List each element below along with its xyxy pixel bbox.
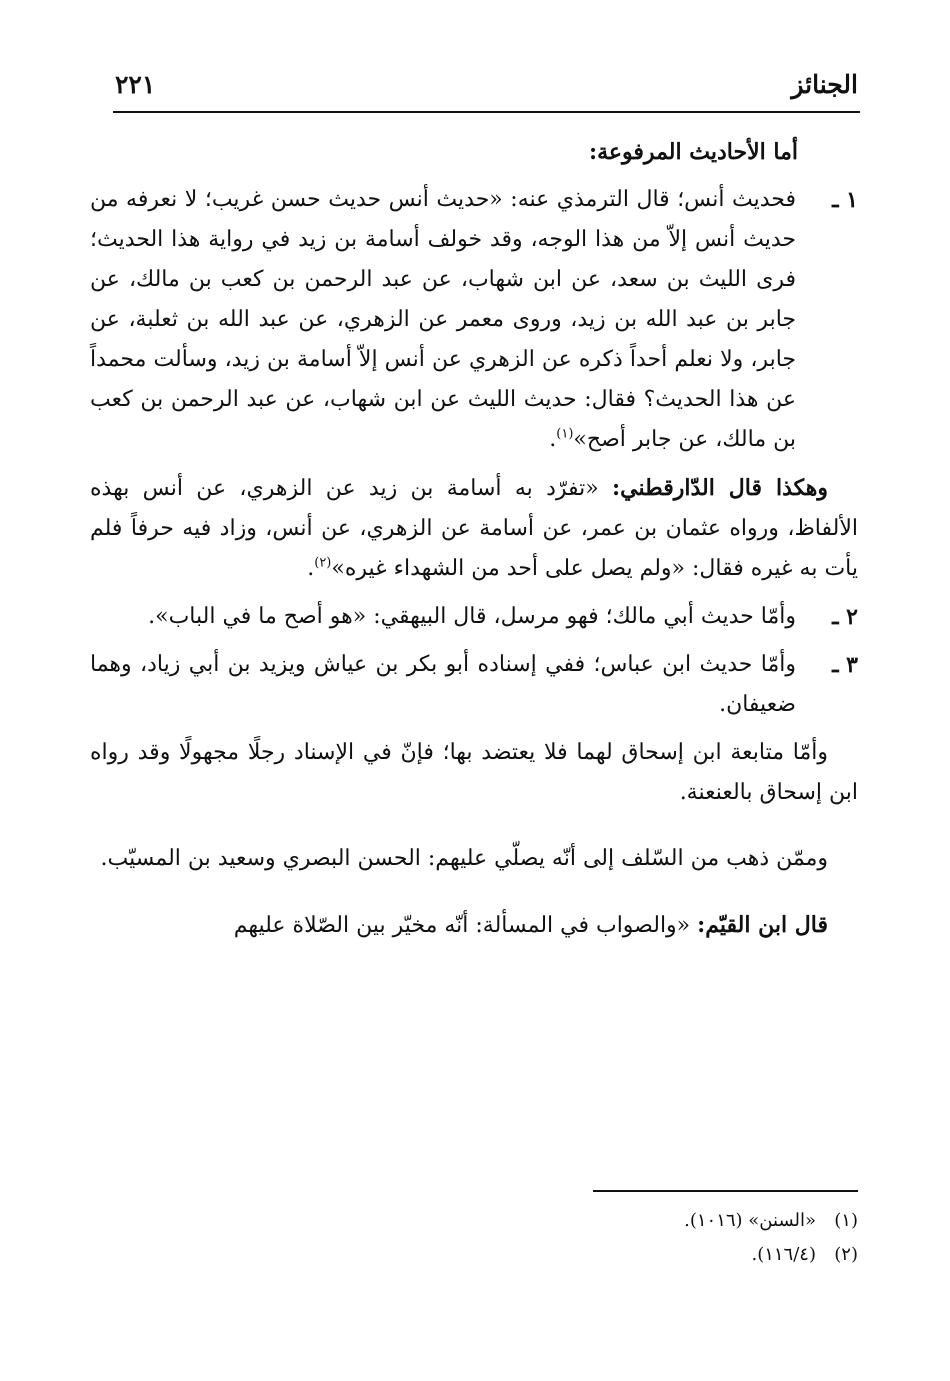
paragraph-ibn-qayyim bbox=[90, 905, 858, 946]
item-text: وأمّا حديث أبي مالك؛ فهو مرسل، قال البيهقي: «هو أصح ما في الباب». bbox=[148, 604, 796, 629]
item-number: ٢ ـ bbox=[832, 604, 858, 630]
paragraph-salaf: وممّن ذهب من السّلف إلى أنّه يصلّي عليهم: الحسن البصري وسعيد بن المسيّب. bbox=[100, 846, 828, 871]
spacer bbox=[90, 887, 858, 905]
numbered-item-2 bbox=[90, 597, 858, 637]
footnote-number: (٢) bbox=[834, 1244, 858, 1265]
item-number: ٣ ـ bbox=[832, 652, 858, 678]
item-1-end: . bbox=[549, 427, 557, 452]
page-number: ٢٢١ bbox=[115, 70, 156, 99]
spacer bbox=[90, 821, 858, 839]
footnote bbox=[684, 1204, 858, 1238]
paragraph-text: «والصواب في المسألة: أنّه مخيّر بين الصّلاة عليهم bbox=[233, 913, 698, 938]
footnote-number: (١) bbox=[834, 1210, 858, 1231]
header-divider bbox=[113, 111, 860, 113]
item-text bbox=[90, 180, 796, 460]
main-text bbox=[90, 132, 858, 954]
paragraph-lead: وهكذا قال الدّارقطني: bbox=[612, 475, 828, 501]
section-heading: أما الأحاديث المرفوعة: bbox=[589, 139, 798, 165]
footnote-divider bbox=[593, 1190, 858, 1192]
item-number: ١ ـ bbox=[832, 187, 858, 213]
footnote-text: (١١٦/٤). bbox=[751, 1244, 816, 1265]
item-text: وأمّا حديث ابن عباس؛ ففي إسناده أبو بكر بن عياش ويزيد بن أبي زياد، وهما ضعيفان. bbox=[90, 652, 796, 717]
paragraph-lead: قال ابن القيّم: bbox=[697, 912, 828, 938]
footnote-ref-1: (١) bbox=[556, 426, 574, 442]
numbered-item-1 bbox=[90, 180, 858, 460]
paragraph-text: «تفرّد به أسامة بن زيد عن الزهري، عن أنس بهذه الألفاظ، ورواه عثمان بن عمر، عن أسامة عن الزهري، عن أنس، وزاد فيه حرفاً فلم يأت به غيره فقال: «ولم يصل على أحد من الشهداء غيره» bbox=[90, 476, 858, 581]
footnote-ref-2: (٢) bbox=[314, 555, 332, 571]
footnote-text: «السنن» (١٠١٦). bbox=[684, 1210, 816, 1231]
item-1-text: فحديث أنس؛ قال الترمذي عنه: «حديث أنس حديث حسن غريب؛ لا نعرفه من حديث أنس إلاّ من هذا الوجه، وقد خولف أسامة بن زيد في رواية هذا الحديث؛ فرى الليث بن سعد، عن ابن شهاب، عن عبد الرحمن بن كعب بن مالك، عن جابر بن عبد الله بن زيد، وروى معمر عن الزهري، عن عبد الله بن ثعلبة، عن جابر، ولا نعلم أحداً ذكره عن الزهري عن أنس إلاّ أسامة بن زيد، وسألت محمداً عن هذا الحديث؟ فقال: حديث الليث عن ابن شهاب، عن عبد الرحمن بن كعب بن مالك، عن جابر أصح» bbox=[90, 187, 796, 452]
paragraph-mutabaa: وأمّا متابعة ابن إسحاق لهما فلا يعتضد بها؛ فإنّ في الإسناد رجلًا مجهولًا وقد رواه ابن إسحاق بالعنعنة. bbox=[90, 740, 858, 805]
paragraph-daraqutni bbox=[90, 468, 858, 589]
chapter-title: الجنائز bbox=[791, 70, 858, 99]
paragraph-end: . bbox=[307, 556, 315, 581]
footnote bbox=[684, 1238, 858, 1272]
footnotes bbox=[684, 1204, 858, 1272]
numbered-item-3 bbox=[90, 645, 858, 725]
